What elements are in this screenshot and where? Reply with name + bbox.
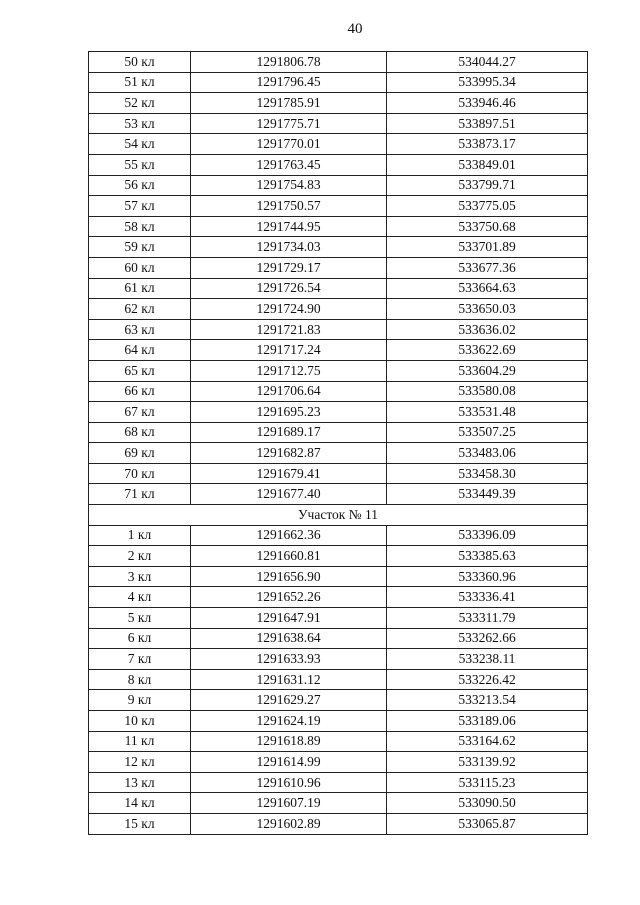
point-label-cell: 61 кл — [89, 278, 191, 299]
x-coordinate-cell: 1291724.90 — [191, 299, 387, 320]
point-label-cell: 69 кл — [89, 443, 191, 464]
point-label-cell: 65 кл — [89, 360, 191, 381]
point-label-cell: 53 кл — [89, 113, 191, 134]
x-coordinate-cell: 1291796.45 — [191, 72, 387, 93]
point-label-cell: 51 кл — [89, 72, 191, 93]
table-row — [89, 319, 588, 340]
y-coordinate-cell: 533226.42 — [387, 669, 588, 690]
y-coordinate-cell: 533213.54 — [387, 690, 588, 711]
x-coordinate-cell: 1291662.36 — [191, 525, 387, 546]
y-coordinate-cell: 533139.92 — [387, 752, 588, 773]
table-row — [89, 257, 588, 278]
x-coordinate-cell: 1291695.23 — [191, 402, 387, 423]
y-coordinate-cell: 533090.50 — [387, 793, 588, 814]
x-coordinate-cell: 1291656.90 — [191, 566, 387, 587]
table-row — [89, 731, 588, 752]
x-coordinate-cell: 1291712.75 — [191, 360, 387, 381]
table-row — [89, 813, 588, 834]
point-label-cell: 11 кл — [89, 731, 191, 752]
y-coordinate-cell: 533189.06 — [387, 711, 588, 732]
point-label-cell: 7 кл — [89, 649, 191, 670]
x-coordinate-cell: 1291614.99 — [191, 752, 387, 773]
point-label-cell: 67 кл — [89, 402, 191, 423]
x-coordinate-cell: 1291706.64 — [191, 381, 387, 402]
y-coordinate-cell: 533636.02 — [387, 319, 588, 340]
y-coordinate-cell: 533897.51 — [387, 113, 588, 134]
y-coordinate-cell: 533775.05 — [387, 196, 588, 217]
section-title: Участок № 11 — [89, 505, 588, 526]
x-coordinate-cell: 1291633.93 — [191, 649, 387, 670]
y-coordinate-cell: 533238.11 — [387, 649, 588, 670]
y-coordinate-cell: 533677.36 — [387, 257, 588, 278]
y-coordinate-cell: 533449.39 — [387, 484, 588, 505]
x-coordinate-cell: 1291754.83 — [191, 175, 387, 196]
y-coordinate-cell: 533311.79 — [387, 608, 588, 629]
table-row — [89, 422, 588, 443]
x-coordinate-cell: 1291726.54 — [191, 278, 387, 299]
x-coordinate-cell: 1291770.01 — [191, 134, 387, 155]
section-header-row — [89, 505, 588, 526]
table-row — [89, 381, 588, 402]
x-coordinate-cell: 1291682.87 — [191, 443, 387, 464]
point-label-cell: 58 кл — [89, 216, 191, 237]
table-row — [89, 340, 588, 361]
point-label-cell: 60 кл — [89, 257, 191, 278]
table-row — [89, 360, 588, 381]
x-coordinate-cell: 1291717.24 — [191, 340, 387, 361]
y-coordinate-cell: 533458.30 — [387, 463, 588, 484]
coordinates-table — [88, 51, 588, 835]
point-label-cell: 70 кл — [89, 463, 191, 484]
point-label-cell: 6 кл — [89, 628, 191, 649]
table-row — [89, 463, 588, 484]
y-coordinate-cell: 533580.08 — [387, 381, 588, 402]
point-label-cell: 52 кл — [89, 93, 191, 114]
x-coordinate-cell: 1291624.19 — [191, 711, 387, 732]
table-row — [89, 669, 588, 690]
y-coordinate-cell: 533650.03 — [387, 299, 588, 320]
table-row — [89, 237, 588, 258]
x-coordinate-cell: 1291629.27 — [191, 690, 387, 711]
table-row — [89, 752, 588, 773]
x-coordinate-cell: 1291677.40 — [191, 484, 387, 505]
x-coordinate-cell: 1291785.91 — [191, 93, 387, 114]
y-coordinate-cell: 533065.87 — [387, 813, 588, 834]
x-coordinate-cell: 1291638.64 — [191, 628, 387, 649]
point-label-cell: 59 кл — [89, 237, 191, 258]
y-coordinate-cell: 533750.68 — [387, 216, 588, 237]
table-row — [89, 154, 588, 175]
x-coordinate-cell: 1291763.45 — [191, 154, 387, 175]
table-row — [89, 793, 588, 814]
point-label-cell: 5 кл — [89, 608, 191, 629]
x-coordinate-cell: 1291750.57 — [191, 196, 387, 217]
y-coordinate-cell: 533483.06 — [387, 443, 588, 464]
table-row — [89, 628, 588, 649]
table-row — [89, 299, 588, 320]
table-row — [89, 484, 588, 505]
table-row — [89, 525, 588, 546]
y-coordinate-cell: 533664.63 — [387, 278, 588, 299]
point-label-cell: 57 кл — [89, 196, 191, 217]
table-row — [89, 587, 588, 608]
point-label-cell: 15 кл — [89, 813, 191, 834]
point-label-cell: 9 кл — [89, 690, 191, 711]
x-coordinate-cell: 1291647.91 — [191, 608, 387, 629]
x-coordinate-cell: 1291734.03 — [191, 237, 387, 258]
y-coordinate-cell: 533799.71 — [387, 175, 588, 196]
y-coordinate-cell: 533946.46 — [387, 93, 588, 114]
point-label-cell: 63 кл — [89, 319, 191, 340]
point-label-cell: 50 кл — [89, 52, 191, 73]
point-label-cell: 1 кл — [89, 525, 191, 546]
x-coordinate-cell: 1291660.81 — [191, 546, 387, 567]
table-row — [89, 566, 588, 587]
table-row — [89, 93, 588, 114]
y-coordinate-cell: 533360.96 — [387, 566, 588, 587]
point-label-cell: 12 кл — [89, 752, 191, 773]
coordinates-table-body — [89, 52, 588, 835]
point-label-cell: 2 кл — [89, 546, 191, 567]
y-coordinate-cell: 533396.09 — [387, 525, 588, 546]
x-coordinate-cell: 1291602.89 — [191, 813, 387, 834]
point-label-cell: 14 кл — [89, 793, 191, 814]
point-label-cell: 68 кл — [89, 422, 191, 443]
table-row — [89, 608, 588, 629]
point-label-cell: 62 кл — [89, 299, 191, 320]
table-row — [89, 52, 588, 73]
table-row — [89, 216, 588, 237]
y-coordinate-cell: 533115.23 — [387, 772, 588, 793]
point-label-cell: 4 кл — [89, 587, 191, 608]
point-label-cell: 8 кл — [89, 669, 191, 690]
y-coordinate-cell: 533873.17 — [387, 134, 588, 155]
y-coordinate-cell: 533507.25 — [387, 422, 588, 443]
point-label-cell: 3 кл — [89, 566, 191, 587]
y-coordinate-cell: 533995.34 — [387, 72, 588, 93]
table-row — [89, 772, 588, 793]
point-label-cell: 64 кл — [89, 340, 191, 361]
x-coordinate-cell: 1291618.89 — [191, 731, 387, 752]
point-label-cell: 13 кл — [89, 772, 191, 793]
y-coordinate-cell: 533164.62 — [387, 731, 588, 752]
x-coordinate-cell: 1291775.71 — [191, 113, 387, 134]
y-coordinate-cell: 533622.69 — [387, 340, 588, 361]
table-row — [89, 134, 588, 155]
x-coordinate-cell: 1291610.96 — [191, 772, 387, 793]
y-coordinate-cell: 533849.01 — [387, 154, 588, 175]
point-label-cell: 71 кл — [89, 484, 191, 505]
table-row — [89, 649, 588, 670]
table-row — [89, 175, 588, 196]
table-row — [89, 711, 588, 732]
y-coordinate-cell: 533385.63 — [387, 546, 588, 567]
x-coordinate-cell: 1291607.19 — [191, 793, 387, 814]
y-coordinate-cell: 533531.48 — [387, 402, 588, 423]
point-label-cell: 55 кл — [89, 154, 191, 175]
x-coordinate-cell: 1291744.95 — [191, 216, 387, 237]
y-coordinate-cell: 533262.66 — [387, 628, 588, 649]
point-label-cell: 54 кл — [89, 134, 191, 155]
x-coordinate-cell: 1291729.17 — [191, 257, 387, 278]
y-coordinate-cell: 534044.27 — [387, 52, 588, 73]
point-label-cell: 56 кл — [89, 175, 191, 196]
x-coordinate-cell: 1291679.41 — [191, 463, 387, 484]
y-coordinate-cell: 533701.89 — [387, 237, 588, 258]
x-coordinate-cell: 1291806.78 — [191, 52, 387, 73]
y-coordinate-cell: 533336.41 — [387, 587, 588, 608]
x-coordinate-cell: 1291652.26 — [191, 587, 387, 608]
table-row — [89, 443, 588, 464]
table-row — [89, 278, 588, 299]
point-label-cell: 66 кл — [89, 381, 191, 402]
table-row — [89, 196, 588, 217]
table-row — [89, 546, 588, 567]
point-label-cell: 10 кл — [89, 711, 191, 732]
x-coordinate-cell: 1291689.17 — [191, 422, 387, 443]
x-coordinate-cell: 1291721.83 — [191, 319, 387, 340]
y-coordinate-cell: 533604.29 — [387, 360, 588, 381]
x-coordinate-cell: 1291631.12 — [191, 669, 387, 690]
table-row — [89, 113, 588, 134]
table-row — [89, 690, 588, 711]
page-number: 40 — [347, 21, 363, 37]
table-row — [89, 402, 588, 423]
table-row — [89, 72, 588, 93]
